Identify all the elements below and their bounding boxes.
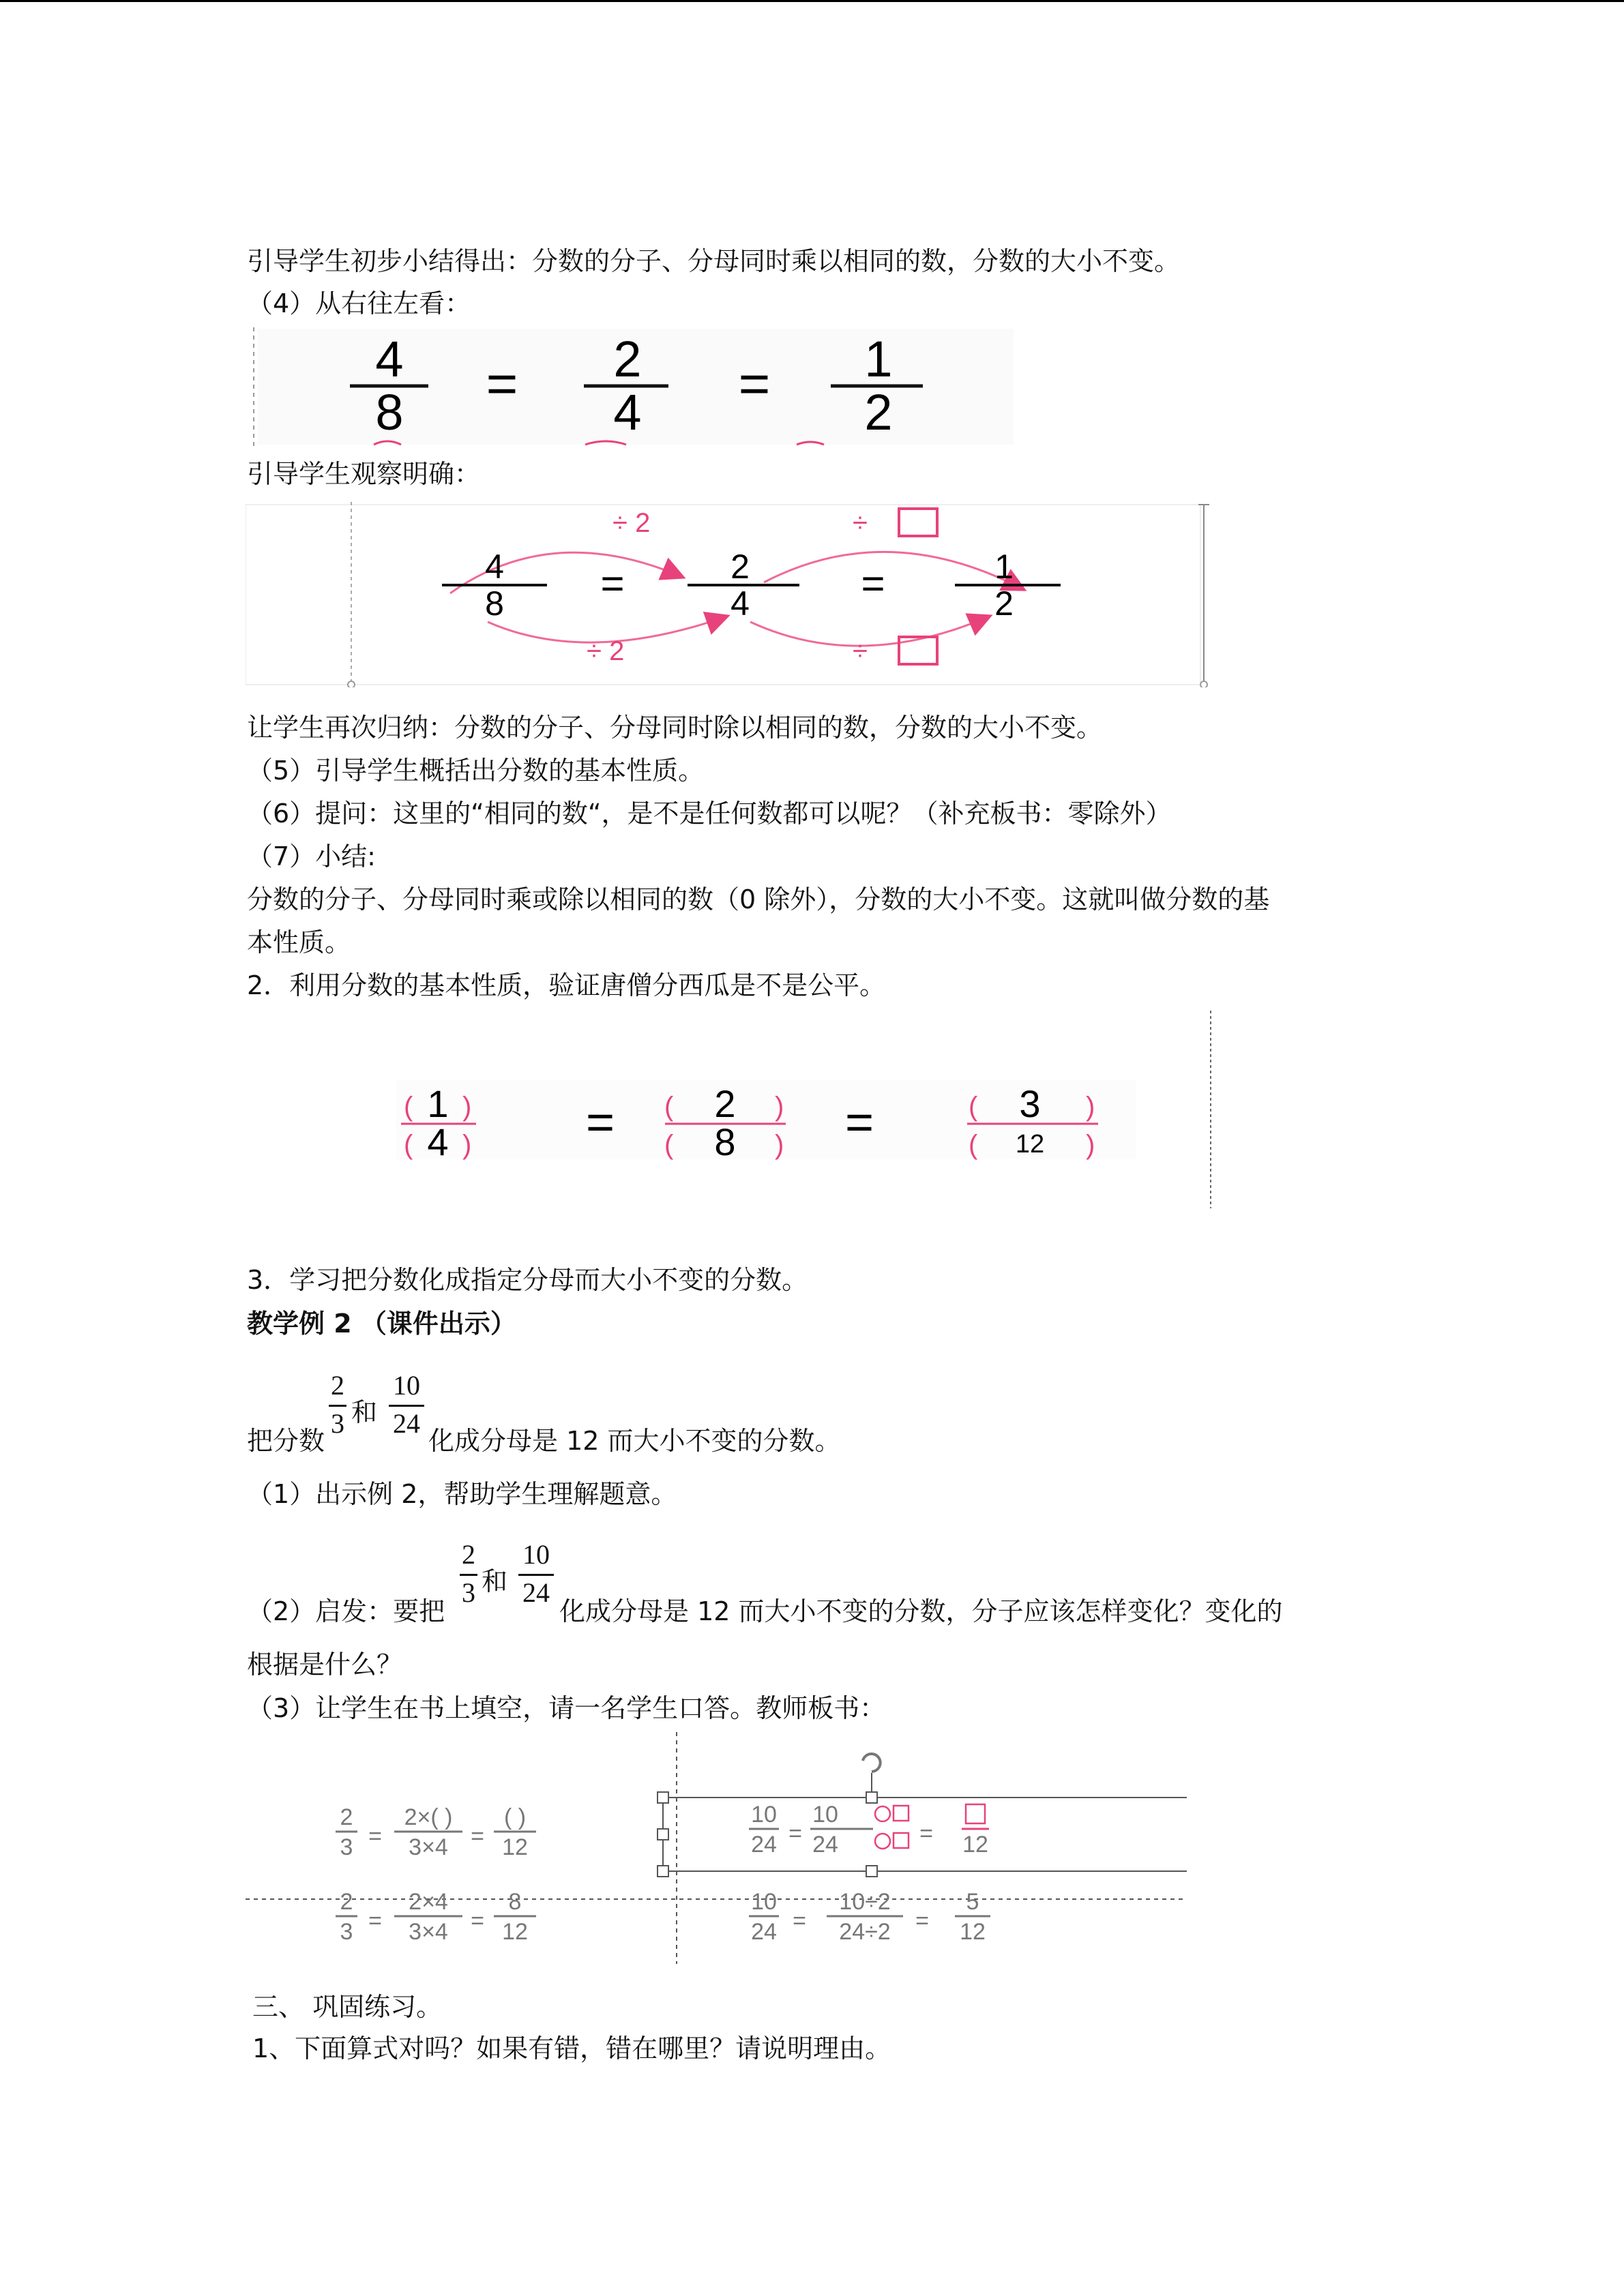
fig1-den-3: 2: [864, 384, 893, 441]
f4-r2-c-den: 12: [502, 1919, 528, 1945]
f4-r2-a-num: 2: [340, 1889, 353, 1915]
ex-frac-b-num: 10: [393, 1370, 420, 1401]
fig3-eq-2: =: [844, 1095, 874, 1150]
f4-r3-a-num: 10: [751, 1802, 777, 1828]
fig3-den-3: 12: [1015, 1130, 1045, 1159]
f4-r3-eq-1: =: [788, 1821, 802, 1847]
ex-frac-b-bar: [389, 1405, 424, 1407]
f4-r3-b-den: 24: [812, 1832, 838, 1858]
selection-frame[interactable]: [658, 1754, 1187, 1877]
paragraph-show-example: （1）出示例 2，帮助学生理解题意。: [247, 1479, 677, 1509]
f4-r2-eq-1: =: [368, 1908, 382, 1934]
f4-r1-eq-1: =: [368, 1823, 382, 1849]
paragraph-summary-multiply: 引导学生初步小结得出：分数的分子、分母同时乘以相同的数，分数的大小不变。: [247, 246, 1181, 276]
f4-r2-a-den: 3: [340, 1919, 353, 1945]
f4-r1-b-num: 2×( ): [404, 1804, 453, 1830]
fig3-rparen-n2: ): [775, 1092, 784, 1122]
fig2-bottom-op-2: ÷: [853, 636, 868, 666]
heading-section-3: 三、 巩固练习。: [252, 1992, 443, 2022]
fig2-num-3: 1: [994, 548, 1014, 586]
f4-r2-b-den: 3×4: [409, 1919, 448, 1945]
paragraph-step-4: （4）从右往左看：: [247, 288, 471, 318]
fig3-rparen-n1: ): [462, 1092, 472, 1122]
fig1-num-2: 2: [613, 331, 642, 387]
fig2-top-op-2: ÷: [853, 508, 868, 538]
fig2-den-2: 4: [730, 584, 750, 623]
figure-division-arrows: [246, 502, 1214, 687]
f4-r4-c-num: 5: [966, 1889, 979, 1915]
s2-line-suffix: 化成分母是 12 而大小不变的分数，分子应该怎样变化？变化的: [559, 1596, 1283, 1626]
f4-r4-a-den: 24: [751, 1919, 777, 1945]
fig3-eq-1: =: [585, 1095, 615, 1150]
paragraph-basic-property-1: 分数的分子、分母同时乘或除以相同的数（0 除外），分数的大小不变。这就叫做分数的基: [247, 884, 1270, 914]
paragraph-step-5: （5）引导学生概括出分数的基本性质。: [247, 756, 705, 786]
fig3-den-2: 8: [714, 1120, 736, 1163]
fig2-num-1: 4: [485, 548, 504, 586]
s2-line-prefix: （2）启发：要把: [247, 1596, 445, 1626]
ex-line-suffix: 化成分母是 12 而大小不变的分数。: [428, 1426, 841, 1456]
fig2-eq-2: =: [861, 561, 885, 606]
fig3-lparen-n1: (: [404, 1092, 413, 1122]
s2-and: 和: [482, 1566, 508, 1596]
f4-r2-eq-2: =: [471, 1908, 484, 1934]
f4-r4-eq-1: =: [793, 1908, 806, 1934]
fig3-rparen-d2: ): [775, 1130, 784, 1160]
f4-r4-c-den: 12: [960, 1919, 986, 1945]
fig1-num-1: 4: [375, 331, 404, 387]
s2-frac-a-num: 2: [462, 1539, 475, 1570]
fig2-bottom-op-1: ÷ 2: [587, 636, 625, 666]
f4-r1-b-den: 3×4: [409, 1834, 448, 1860]
f4-r2-b-num: 2×4: [409, 1889, 448, 1915]
paragraph-step-3: 3．学习把分数化成指定分母而大小不变的分数。: [247, 1265, 808, 1295]
ex-frac-a-den: 3: [331, 1408, 344, 1439]
f4-r4-b-den: 24÷2: [839, 1919, 891, 1945]
fig3-num-3: 3: [1019, 1082, 1041, 1125]
fig1-num-3: 1: [864, 331, 893, 387]
paragraph-summary-divide: 让学生再次归纳：分数的分子、分母同时除以相同的数，分数的大小不变。: [247, 713, 1103, 743]
s2-frac-b-bar: [518, 1574, 554, 1576]
heading-example-2: 教学例 2 （课件出示）: [247, 1309, 516, 1339]
ex-line-prefix: 把分数: [247, 1426, 325, 1456]
fig3-lparen-n3: (: [969, 1092, 978, 1122]
fig3-num-2: 2: [714, 1082, 736, 1125]
f4-r3-a-den: 24: [751, 1832, 777, 1858]
fig2-den-3: 2: [994, 584, 1014, 623]
s2-frac-a-den: 3: [462, 1577, 475, 1608]
ex-and-1: 和: [351, 1397, 378, 1427]
page-top-border: [0, 0, 1624, 2]
fig1-eq-1: =: [486, 353, 518, 414]
paragraph-basic-property-2: 本性质。: [247, 927, 351, 957]
paragraph-step-6: （6）提问：这里的“相同的数“，是不是任何数都可以呢？（补充板书：零除外）: [247, 799, 1172, 829]
fig3-lparen-d3: (: [969, 1130, 978, 1160]
fig3-rparen-d3: ): [1086, 1130, 1095, 1160]
paragraph-fill-blank: （3）让学生在书上填空，请一名学生口答。教师板书：: [247, 1693, 886, 1723]
rotate-handle-icon[interactable]: [863, 1754, 881, 1772]
f4-r3-b-num: 10: [812, 1802, 838, 1828]
f4-r4-eq-2: =: [915, 1908, 929, 1934]
fig3-lparen-n2: (: [664, 1092, 674, 1122]
f4-r1-a-num: 2: [340, 1804, 353, 1830]
s2-frac-b-num: 10: [522, 1539, 550, 1570]
fig1-den-2: 4: [613, 384, 642, 441]
f4-r1-c-den: 12: [502, 1834, 528, 1860]
paragraph-step-7: （7）小结:: [247, 841, 376, 871]
fig2-den-1: 8: [485, 584, 504, 623]
figure-blackboard: [246, 1732, 1187, 1964]
f4-r2-c-num: 8: [508, 1889, 522, 1915]
paragraph-watermelon: 2．利用分数的基本性质，验证唐僧分西瓜是不是公平。: [247, 970, 886, 1000]
fig1-den-1: 8: [375, 384, 404, 441]
f4-r1-c-num: ( ): [503, 1804, 527, 1830]
fig3-lparen-d1: (: [404, 1130, 413, 1160]
ex-frac-b-den: 24: [393, 1408, 420, 1439]
fig2-top-op-1: ÷ 2: [612, 508, 651, 538]
fig3-den-1: 4: [427, 1120, 449, 1163]
f4-r3-c-den: 12: [962, 1832, 988, 1858]
f4-r4-b-num: 10÷2: [839, 1889, 891, 1915]
f4-r1-eq-2: =: [471, 1823, 484, 1849]
paragraph-observe: 引导学生观察明确：: [247, 459, 481, 489]
f4-r1-a-den: 3: [340, 1834, 353, 1860]
figure-watermelon-fractions: [396, 1009, 1214, 1210]
fig3-num-1: 1: [427, 1082, 449, 1125]
fig3-lparen-d2: (: [664, 1130, 674, 1160]
fig3-rparen-d1: ): [462, 1130, 472, 1160]
s2-line-2: 根据是什么？: [247, 1650, 403, 1680]
fig1-eq-2: =: [738, 353, 771, 414]
s2-frac-b-den: 24: [522, 1577, 550, 1608]
f4-r4-a-num: 10: [751, 1889, 777, 1915]
fig2-num-2: 2: [730, 548, 750, 586]
figure-equal-fractions: [251, 327, 1015, 447]
ex-frac-a-num: 2: [331, 1370, 344, 1401]
fig2-top-blank-box: [899, 509, 937, 536]
s2-frac-a-bar: [460, 1574, 477, 1576]
ex-frac-a-bar: [329, 1405, 346, 1407]
fig3-rparen-n3: ): [1086, 1092, 1095, 1122]
f4-r3-eq-2: =: [919, 1821, 933, 1847]
fig2-eq-1: =: [600, 561, 625, 606]
paragraph-exercise-1: 1、下面算式对吗？如果有错，错在哪里？请说明理由。: [252, 2033, 891, 2063]
